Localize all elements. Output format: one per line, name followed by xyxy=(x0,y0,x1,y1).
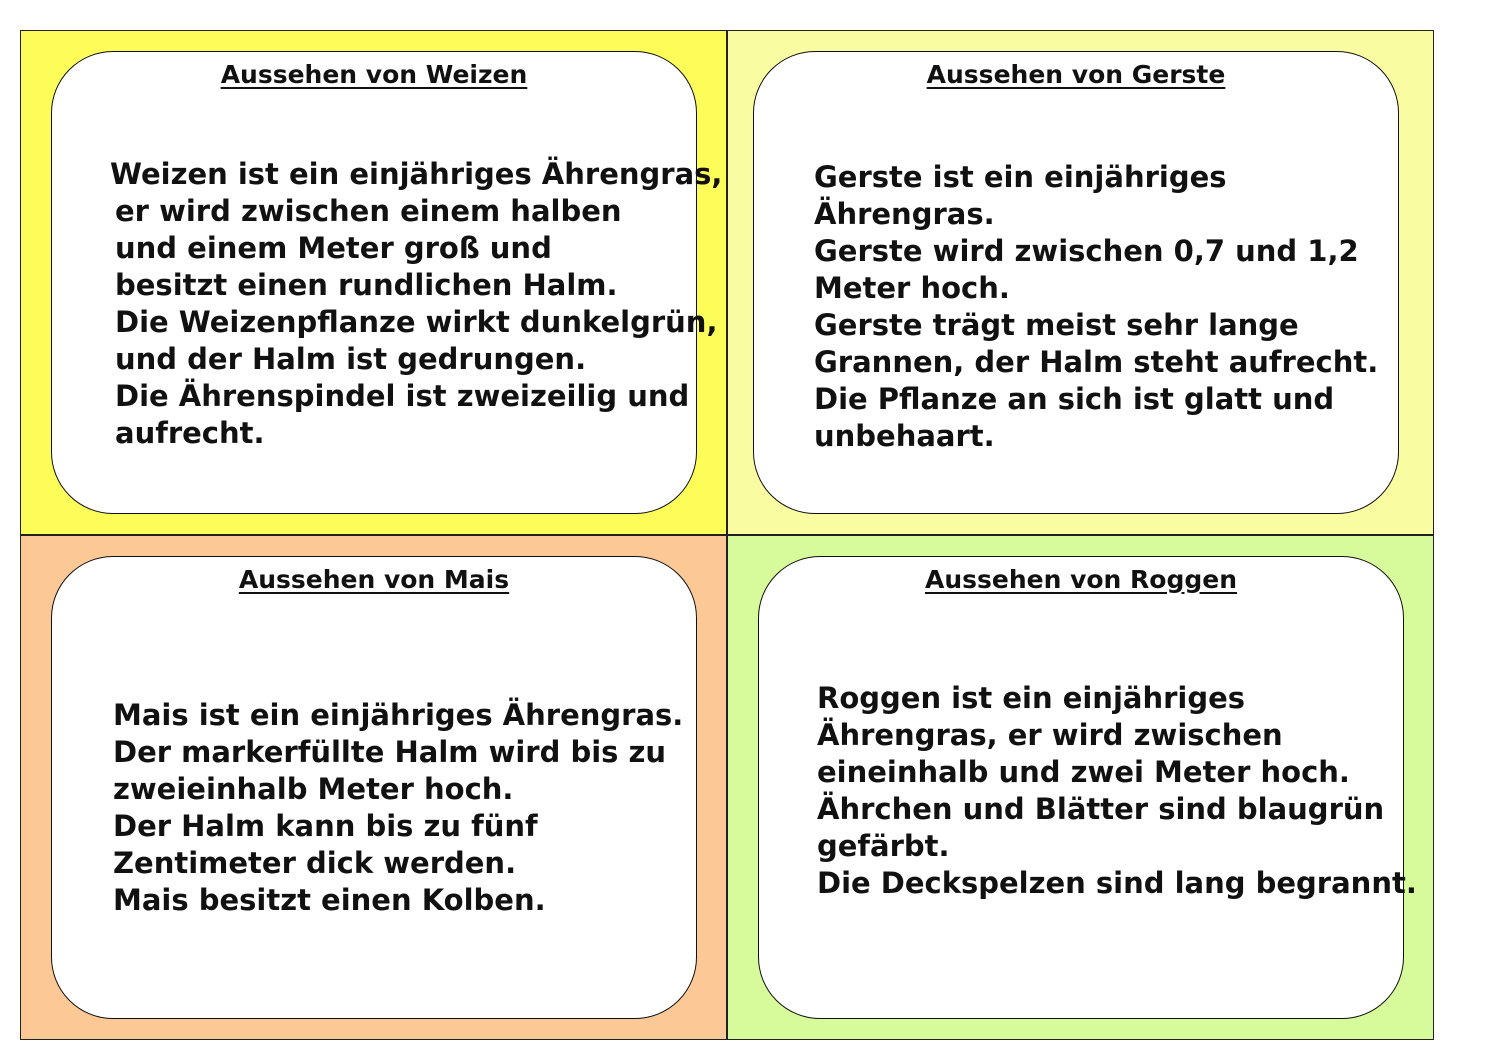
mais-line-5: Zentimeter dick werden. xyxy=(113,846,517,880)
gerste-line-3: Gerste wird zwischen 0,7 und 1,2 xyxy=(814,234,1359,268)
mais-line-6: Mais besitzt einen Kolben. xyxy=(113,883,546,917)
mais-line-1: Mais ist ein einjähriges Ährengras. xyxy=(113,698,684,732)
mais-line-2: Der markerfüllte Halm wird bis zu xyxy=(113,735,667,769)
weizen-line-6: und der Halm ist gedrungen. xyxy=(115,342,587,376)
weizen-card xyxy=(51,51,723,514)
gerste-line-6: Grannen, der Halm steht aufrecht. xyxy=(814,345,1379,379)
roggen-line-2: Ährengras, er wird zwischen xyxy=(817,718,1283,752)
roggen-card xyxy=(758,556,1417,1019)
weizen-line-2: er wird zwischen einem halben xyxy=(115,194,622,228)
weizen-line-1: Weizen ist ein einjähriges Ährengras, xyxy=(110,157,723,191)
roggen-line-6: Die Deckspelzen sind lang begrannt. xyxy=(817,866,1417,900)
roggen-line-4: Ährchen und Blätter sind blaugrün xyxy=(817,792,1385,826)
mais-card-text xyxy=(113,697,683,919)
mais-line-4: Der Halm kann bis zu fünf xyxy=(113,809,538,843)
gerste-line-1: Gerste ist ein einjähriges xyxy=(814,160,1227,194)
weizen-line-7: Die Ährenspindel ist zweizeilig und xyxy=(115,379,690,413)
weizen-line-8: aufrecht. xyxy=(115,416,265,450)
weizen-line-4: besitzt einen rundlichen Halm. xyxy=(115,268,618,302)
gerste-line-7: Die Pflanze an sich ist glatt und xyxy=(814,382,1335,416)
weizen-line-3: und einem Meter groß und xyxy=(115,231,552,265)
gerste-line-2: Ährengras. xyxy=(814,197,995,231)
weizen-line-5: Die Weizenpflanze wirkt dunkelgrün, xyxy=(115,305,718,339)
roggen-line-1: Roggen ist ein einjähriges xyxy=(817,681,1246,715)
gerste-card xyxy=(753,51,1399,514)
roggen-card-title: Aussehen von Roggen xyxy=(924,565,1238,594)
gerste-card-title: Aussehen von Gerste xyxy=(926,60,1226,89)
weizen-card-text xyxy=(110,156,722,452)
mais-line-3: zweieinhalb Meter hoch. xyxy=(113,772,514,806)
roggen-line-3: eineinhalb und zwei Meter hoch. xyxy=(817,755,1350,789)
gerste-line-5: Gerste trägt meist sehr lange xyxy=(814,308,1299,342)
roggen-card-text xyxy=(817,680,1417,902)
gerste-line-8: unbehaart. xyxy=(814,419,995,453)
weizen-card-title: Aussehen von Weizen xyxy=(220,60,528,89)
mais-card-title: Aussehen von Mais xyxy=(238,565,510,594)
gerste-card-text xyxy=(814,159,1378,455)
mais-card xyxy=(51,556,697,1019)
roggen-line-5: gefärbt. xyxy=(817,829,950,863)
gerste-line-4: Meter hoch. xyxy=(814,271,1010,305)
